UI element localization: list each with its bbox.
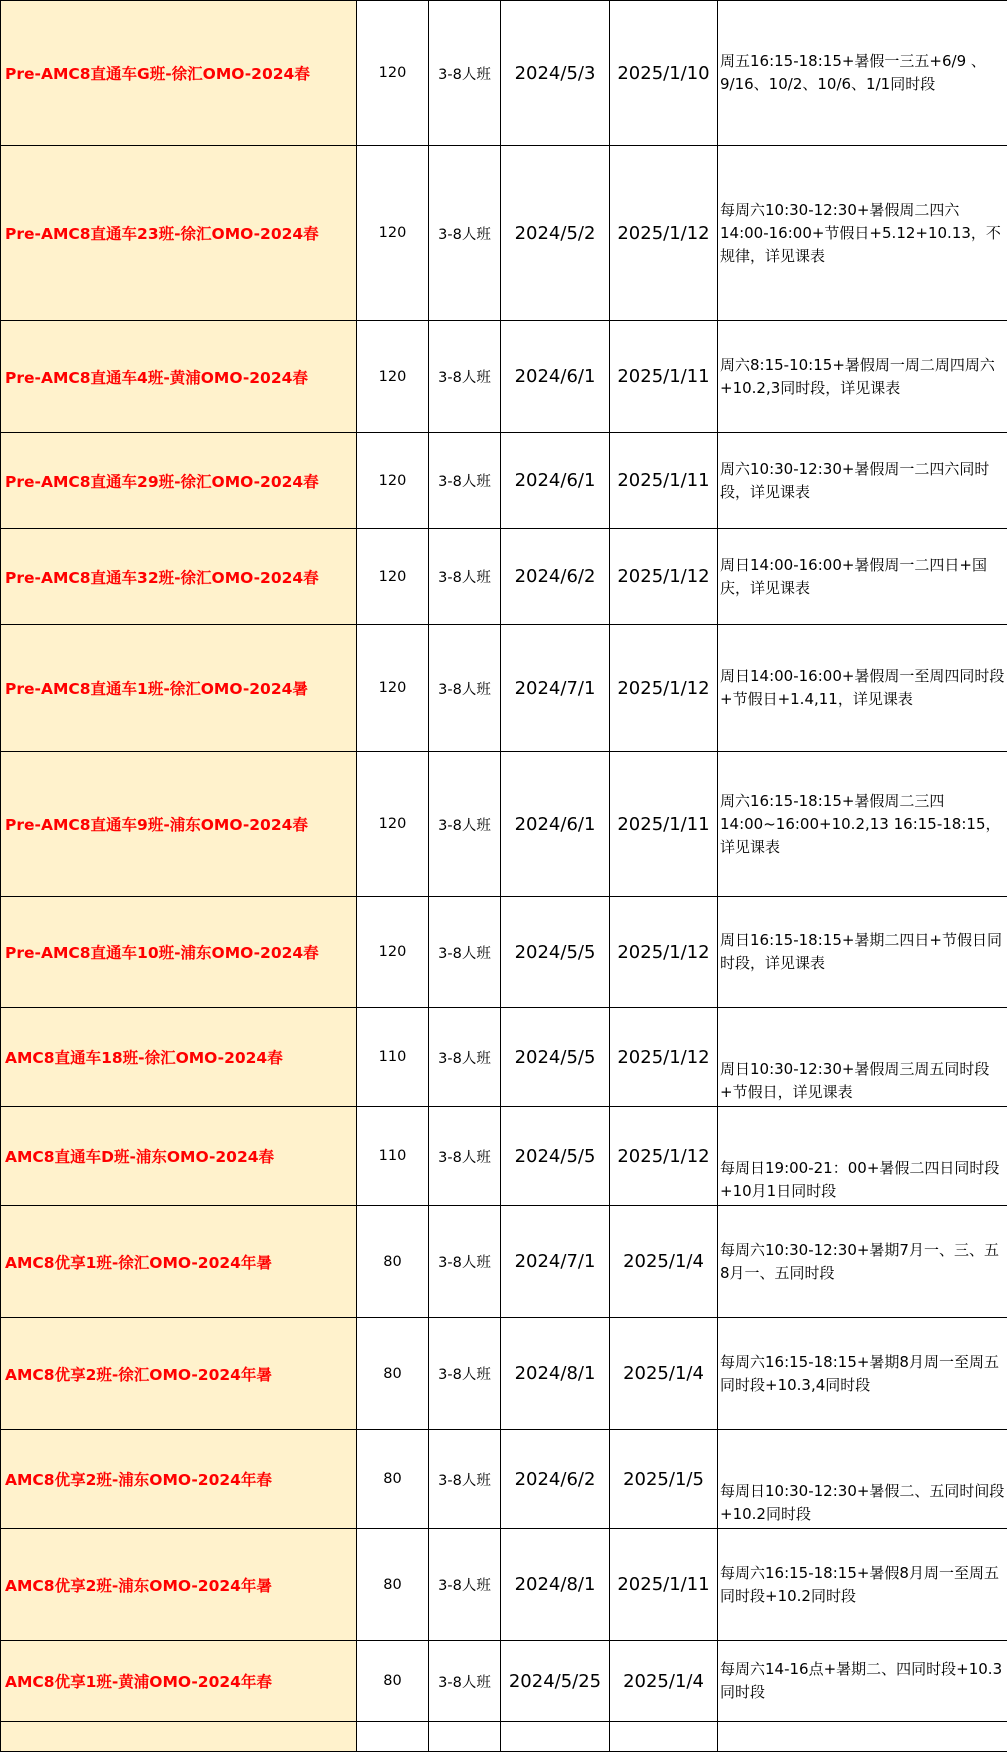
start-date-cell: 2024/5/5 <box>501 1107 610 1206</box>
hours-cell: 80 <box>357 1641 429 1722</box>
schedule-cell: 每周六10:30-12:30+暑期7月一、三、五8月一、五同时段 <box>718 1206 1007 1318</box>
class-name-cell: AMC8直通车18班-徐汇OMO-2024春 <box>1 1008 357 1107</box>
start-date-cell: 2024/6/2 <box>501 529 610 625</box>
start-date-cell: 2024/5/5 <box>501 897 610 1008</box>
table-row <box>1 1641 1007 1722</box>
hours-cell: 120 <box>357 321 429 433</box>
class-size-cell: 3-8人班 <box>429 1430 501 1529</box>
hours-cell: 120 <box>357 625 429 752</box>
class-name-cell: AMC8直通车D班-浦东OMO-2024春 <box>1 1107 357 1206</box>
class-name-cell: Pre-AMC8直通车1班-徐汇OMO-2024暑 <box>1 625 357 752</box>
hours-cell: 80 <box>357 1529 429 1641</box>
end-date-cell: 2025/1/12 <box>610 1107 718 1206</box>
schedule-cell: 周日16:15-18:15+暑期二四日+节假日同时段，详见课表 <box>718 897 1007 1008</box>
class-size-cell: 3-8人班 <box>429 1206 501 1318</box>
start-date-cell: 2024/5/5 <box>501 1008 610 1107</box>
schedule-cell: 每周日19:00-21：00+暑假二四日同时段+10月1日同时段 <box>718 1107 1007 1206</box>
class-name-cell: AMC8优享2班-浦东OMO-2024年春 <box>1 1430 357 1529</box>
table-row <box>1 321 1007 433</box>
start-date-cell: 2024/7/1 <box>501 1206 610 1318</box>
end-date-cell: 2025/1/12 <box>610 146 718 321</box>
class-name-cell: AMC8优享1班-徐汇OMO-2024年暑 <box>1 1206 357 1318</box>
end-date-cell: 2025/1/11 <box>610 1529 718 1641</box>
table-row <box>1 433 1007 529</box>
schedule-cell: 周五16:15-18:15+暑假一三五+6/9 、9/16、10/2、10/6、1/1同时段 <box>718 1 1007 146</box>
hours-cell: 110 <box>357 1107 429 1206</box>
end-date-cell: 2025/1/10 <box>610 1 718 146</box>
class-size-cell: 3-8人班 <box>429 752 501 897</box>
class-size-cell: 3-8人班 <box>429 897 501 1008</box>
start-date-cell: 2024/5/3 <box>501 1 610 146</box>
class-size-cell: 3-8人班 <box>429 1107 501 1206</box>
table-row <box>1 1318 1007 1430</box>
end-date-cell: 2025/1/4 <box>610 1206 718 1318</box>
end-date-cell: 2025/1/4 <box>610 1641 718 1722</box>
hours-cell: 120 <box>357 146 429 321</box>
hours-cell: 120 <box>357 752 429 897</box>
class-name-cell: Pre-AMC8直通车G班-徐汇OMO-2024春 <box>1 1 357 146</box>
end-date-cell: 2025/1/11 <box>610 752 718 897</box>
class-size-cell: 3-8人班 <box>429 1641 501 1722</box>
table-row <box>1 752 1007 897</box>
start-date-cell: 2024/6/1 <box>501 321 610 433</box>
hours-cell: 80 <box>357 1206 429 1318</box>
schedule-cell: 每周六10:30-12:30+暑假周二四六14:00-16:00+节假日+5.12+10.13，不规律，详见课表 <box>718 146 1007 321</box>
start-date-cell: 2024/6/1 <box>501 433 610 529</box>
schedule-cell: 每周六16:15-18:15+暑假8月周一至周五同时段+10.2同时段 <box>718 1529 1007 1641</box>
class-name-cell: AMC8优享2班-徐汇OMO-2024年暑 <box>1 1318 357 1430</box>
schedule-cell: 每周日10:30-12:30+暑假二、五同时间段+10.2同时段 <box>718 1430 1007 1529</box>
class-name-cell: AMC8优享1班-黄浦OMO-2024年春 <box>1 1641 357 1722</box>
end-date-cell: 2025/1/4 <box>610 1318 718 1430</box>
class-size-cell: 3-8人班 <box>429 321 501 433</box>
table-row <box>1 146 1007 321</box>
schedule-cell: 每周六16:15-18:15+暑期8月周一至周五同时段+10.3,4同时段 <box>718 1318 1007 1430</box>
end-date-cell: 2025/1/12 <box>610 625 718 752</box>
end-date-cell: 2025/1/12 <box>610 897 718 1008</box>
end-date-cell: 2025/1/11 <box>610 433 718 529</box>
schedule-cell: 每周六14-16点+暑期二、四同时段+10.3同时段 <box>718 1641 1007 1722</box>
table-row <box>1 1008 1007 1107</box>
class-size-cell: 3-8人班 <box>429 625 501 752</box>
table-row <box>1 1722 1007 1752</box>
hours-cell: 80 <box>357 1318 429 1430</box>
end-date-cell: 2025/1/11 <box>610 321 718 433</box>
start-date-cell: 2024/5/25 <box>501 1641 610 1722</box>
schedule-cell <box>718 1722 1007 1752</box>
table-row <box>1 1107 1007 1206</box>
class-name-cell: Pre-AMC8直通车10班-浦东OMO-2024春 <box>1 897 357 1008</box>
class-name-cell: Pre-AMC8直通车29班-徐汇OMO-2024春 <box>1 433 357 529</box>
class-name-cell: Pre-AMC8直通车4班-黄浦OMO-2024春 <box>1 321 357 433</box>
table-row <box>1 625 1007 752</box>
start-date-cell: 2024/6/1 <box>501 752 610 897</box>
schedule-cell: 周日14:00-16:00+暑假周一至周四同时段+节假日+1.4,11，详见课表 <box>718 625 1007 752</box>
start-date-cell <box>501 1722 610 1752</box>
table-row <box>1 897 1007 1008</box>
class-name-cell: Pre-AMC8直通车23班-徐汇OMO-2024春 <box>1 146 357 321</box>
end-date-cell <box>610 1722 718 1752</box>
hours-cell: 120 <box>357 897 429 1008</box>
schedule-cell: 周六16:15-18:15+暑假周二三四14:00~16:00+10.2,13 16:15-18:15，详见课表 <box>718 752 1007 897</box>
end-date-cell: 2025/1/5 <box>610 1430 718 1529</box>
class-name-cell: Pre-AMC8直通车9班-浦东OMO-2024春 <box>1 752 357 897</box>
start-date-cell: 2024/5/2 <box>501 146 610 321</box>
class-size-cell: 3-8人班 <box>429 1318 501 1430</box>
table-row <box>1 1206 1007 1318</box>
class-size-cell: 3-8人班 <box>429 146 501 321</box>
class-size-cell: 3-8人班 <box>429 1 501 146</box>
start-date-cell: 2024/8/1 <box>501 1318 610 1430</box>
class-name-cell <box>1 1722 357 1752</box>
class-size-cell <box>429 1722 501 1752</box>
end-date-cell: 2025/1/12 <box>610 1008 718 1107</box>
hours-cell: 120 <box>357 433 429 529</box>
end-date-cell: 2025/1/12 <box>610 529 718 625</box>
hours-cell: 110 <box>357 1008 429 1107</box>
schedule-cell: 周六10:30-12:30+暑假周一二四六同时段，详见课表 <box>718 433 1007 529</box>
start-date-cell: 2024/7/1 <box>501 625 610 752</box>
table-row <box>1 1430 1007 1529</box>
table-row <box>1 1529 1007 1641</box>
table-row <box>1 1 1007 146</box>
hours-cell: 80 <box>357 1430 429 1529</box>
schedule-cell: 周日10:30-12:30+暑假周三周五同时段+节假日，详见课表 <box>718 1008 1007 1107</box>
class-name-cell: Pre-AMC8直通车32班-徐汇OMO-2024春 <box>1 529 357 625</box>
class-name-cell: AMC8优享2班-浦东OMO-2024年暑 <box>1 1529 357 1641</box>
hours-cell: 120 <box>357 1 429 146</box>
table-row <box>1 529 1007 625</box>
start-date-cell: 2024/8/1 <box>501 1529 610 1641</box>
class-size-cell: 3-8人班 <box>429 1529 501 1641</box>
class-size-cell: 3-8人班 <box>429 1008 501 1107</box>
hours-cell <box>357 1722 429 1752</box>
class-size-cell: 3-8人班 <box>429 529 501 625</box>
schedule-cell: 周六8:15-10:15+暑假周一周二周四周六+10.2,3同时段，详见课表 <box>718 321 1007 433</box>
class-size-cell: 3-8人班 <box>429 433 501 529</box>
start-date-cell: 2024/6/2 <box>501 1430 610 1529</box>
hours-cell: 120 <box>357 529 429 625</box>
schedule-cell: 周日14:00-16:00+暑假周一二四日+国庆，详见课表 <box>718 529 1007 625</box>
